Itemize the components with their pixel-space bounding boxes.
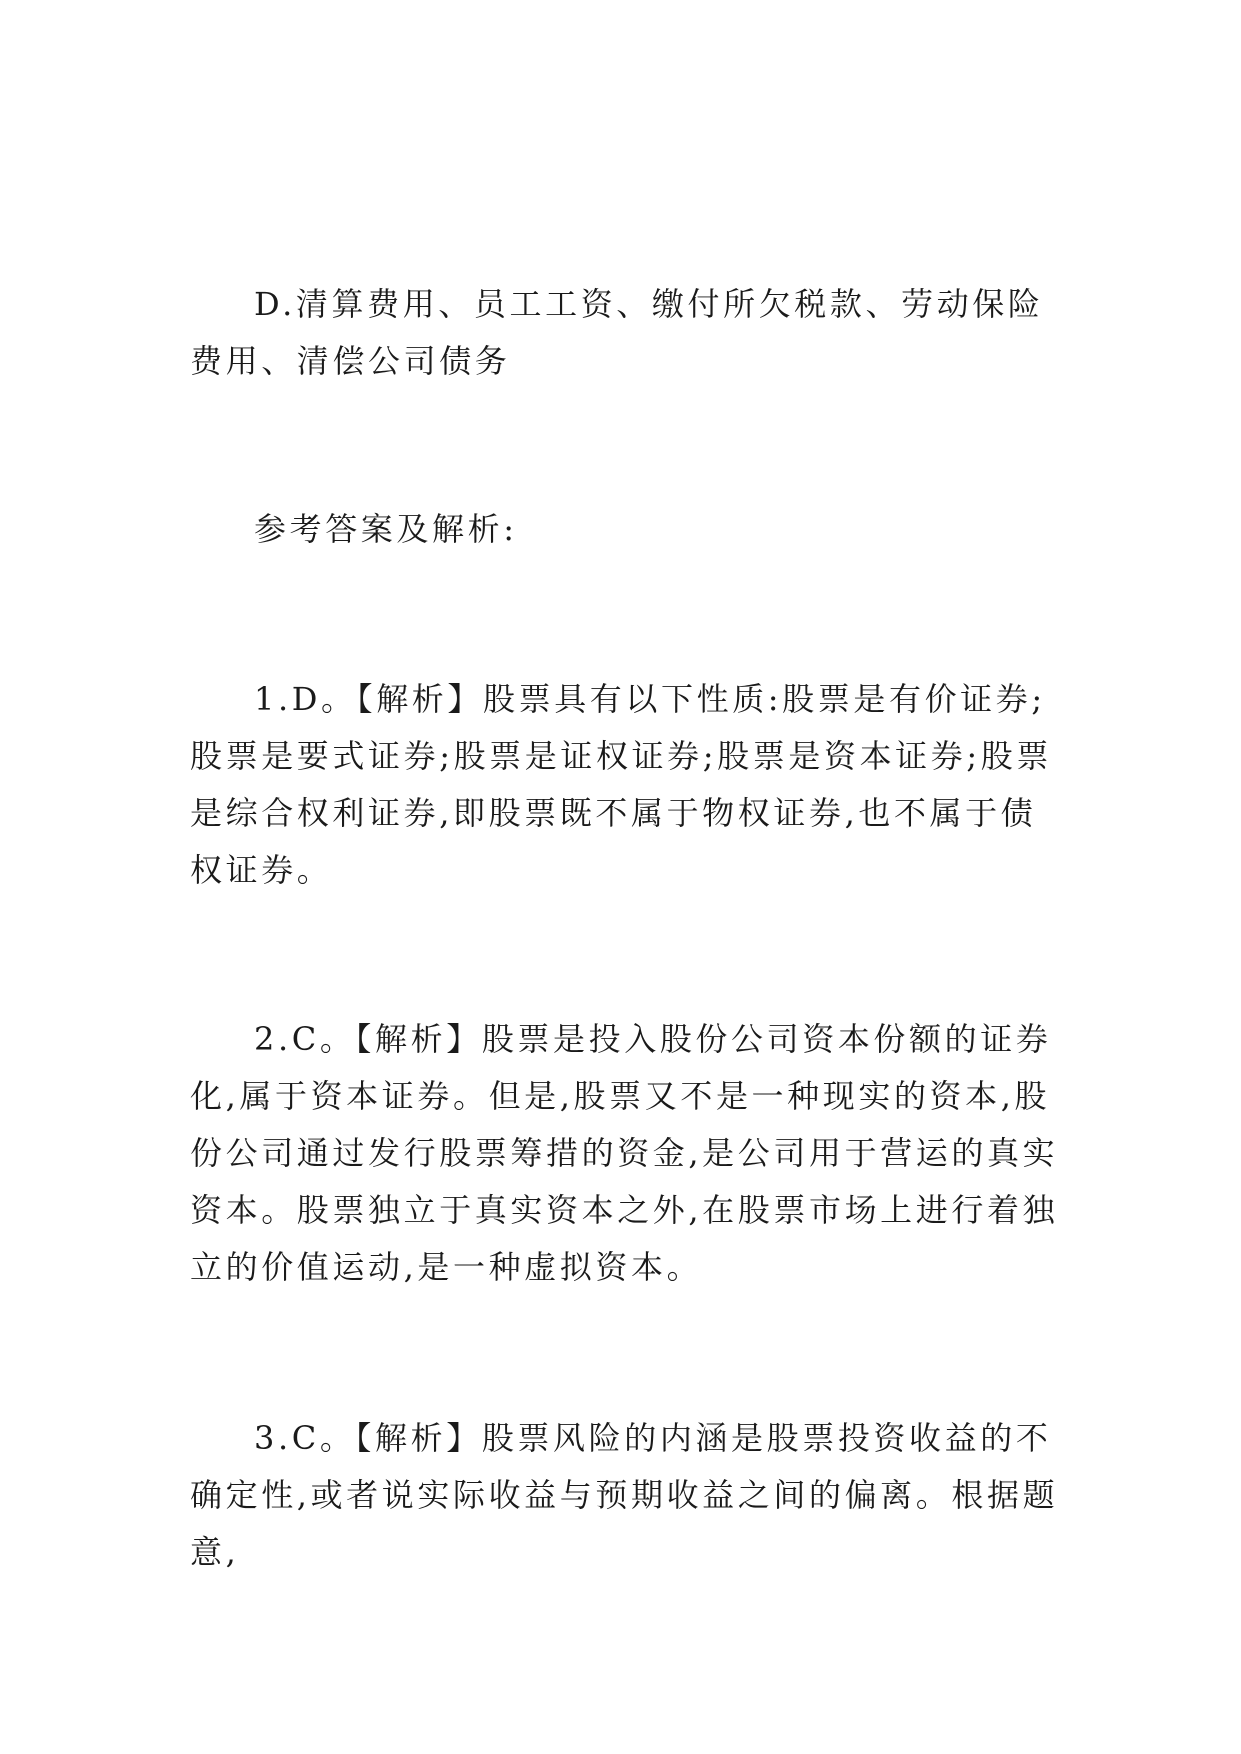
answer-heading: 参考答案及解析:: [254, 510, 518, 548]
answer-paragraph-3: 3.C。【解析】股票风险的内涵是股票投资收益的不确定性,或者说实际收益与预期收益之间的偏离。根据题意,: [190, 1419, 1059, 1571]
answer-paragraph-1: 1.D。【解析】股票具有以下性质:股票是有价证券;股票是要式证券;股票是证权证券;股票是资本证券;股票是综合权利证券,即股票既不属于物权证券,也不属于债权证券。: [190, 680, 1052, 889]
document-body: [190, 276, 1060, 1581]
option-d-text: D.清算费用、员工工资、缴付所欠税款、劳动保险费用、清偿公司债务: [190, 285, 1044, 380]
answer-paragraph-2: 2.C。【解析】股票是投入股份公司资本份额的证券化,属于资本证券。但是,股票又不是一种现实的资本,股份公司通过发行股票筹措的资金,是公司用于营运的真实资本。股票独立于真实资本之外,在股票市场上进行着独立的价值运动,是一种虚拟资本。: [190, 1020, 1059, 1286]
